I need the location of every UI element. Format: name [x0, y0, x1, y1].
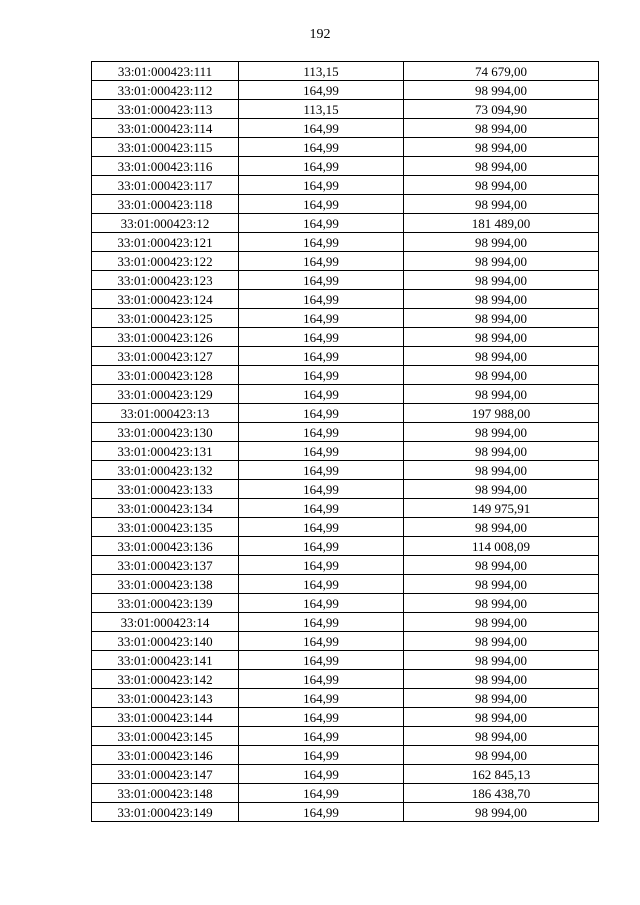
data-table — [91, 61, 599, 822]
value-cell: 98 994,00 — [404, 613, 599, 632]
value-cell: 98 994,00 — [404, 727, 599, 746]
value-cell: 98 994,00 — [404, 442, 599, 461]
value-cell: 98 994,00 — [404, 366, 599, 385]
cadastral-number-cell: 33:01:000423:123 — [92, 271, 239, 290]
cadastral-number-cell: 33:01:000423:14 — [92, 613, 239, 632]
cadastral-number-cell: 33:01:000423:141 — [92, 651, 239, 670]
cadastral-number-cell: 33:01:000423:128 — [92, 366, 239, 385]
table-row — [92, 803, 599, 822]
cadastral-number-cell: 33:01:000423:132 — [92, 461, 239, 480]
cadastral-number-cell: 33:01:000423:121 — [92, 233, 239, 252]
cadastral-number-cell: 33:01:000423:127 — [92, 347, 239, 366]
area-cell: 113,15 — [239, 62, 404, 81]
table-row — [92, 746, 599, 765]
area-cell: 164,99 — [239, 290, 404, 309]
cadastral-number-cell: 33:01:000423:111 — [92, 62, 239, 81]
area-cell: 164,99 — [239, 195, 404, 214]
table-body — [92, 62, 599, 822]
table-row — [92, 233, 599, 252]
cadastral-number-cell: 33:01:000423:130 — [92, 423, 239, 442]
cadastral-number-cell: 33:01:000423:136 — [92, 537, 239, 556]
cadastral-number-cell: 33:01:000423:134 — [92, 499, 239, 518]
table-row — [92, 442, 599, 461]
table-row — [92, 594, 599, 613]
area-cell: 164,99 — [239, 271, 404, 290]
area-cell: 164,99 — [239, 461, 404, 480]
value-cell: 98 994,00 — [404, 252, 599, 271]
cadastral-number-cell: 33:01:000423:133 — [92, 480, 239, 499]
value-cell: 98 994,00 — [404, 176, 599, 195]
area-cell: 164,99 — [239, 670, 404, 689]
cadastral-number-cell: 33:01:000423:148 — [92, 784, 239, 803]
value-cell: 98 994,00 — [404, 518, 599, 537]
value-cell: 181 489,00 — [404, 214, 599, 233]
area-cell: 164,99 — [239, 632, 404, 651]
value-cell: 98 994,00 — [404, 461, 599, 480]
table-row — [92, 138, 599, 157]
area-cell: 164,99 — [239, 651, 404, 670]
area-cell: 164,99 — [239, 803, 404, 822]
value-cell: 98 994,00 — [404, 746, 599, 765]
value-cell: 98 994,00 — [404, 651, 599, 670]
table-row — [92, 290, 599, 309]
cadastral-number-cell: 33:01:000423:124 — [92, 290, 239, 309]
area-cell: 164,99 — [239, 765, 404, 784]
value-cell: 98 994,00 — [404, 328, 599, 347]
table-row — [92, 480, 599, 499]
value-cell: 98 994,00 — [404, 708, 599, 727]
value-cell: 98 994,00 — [404, 689, 599, 708]
value-cell: 98 994,00 — [404, 594, 599, 613]
value-cell: 98 994,00 — [404, 119, 599, 138]
cadastral-number-cell: 33:01:000423:146 — [92, 746, 239, 765]
area-cell: 164,99 — [239, 252, 404, 271]
area-cell: 164,99 — [239, 328, 404, 347]
cadastral-number-cell: 33:01:000423:118 — [92, 195, 239, 214]
table-row — [92, 537, 599, 556]
value-cell: 98 994,00 — [404, 347, 599, 366]
table-row — [92, 195, 599, 214]
area-cell: 164,99 — [239, 613, 404, 632]
table-row — [92, 670, 599, 689]
value-cell: 98 994,00 — [404, 385, 599, 404]
area-cell: 164,99 — [239, 518, 404, 537]
area-cell: 164,99 — [239, 404, 404, 423]
area-cell: 164,99 — [239, 442, 404, 461]
table-row — [92, 366, 599, 385]
value-cell: 186 438,70 — [404, 784, 599, 803]
value-cell: 98 994,00 — [404, 157, 599, 176]
value-cell: 98 994,00 — [404, 233, 599, 252]
cadastral-number-cell: 33:01:000423:143 — [92, 689, 239, 708]
value-cell: 114 008,09 — [404, 537, 599, 556]
value-cell: 98 994,00 — [404, 81, 599, 100]
cadastral-number-cell: 33:01:000423:139 — [92, 594, 239, 613]
area-cell: 164,99 — [239, 746, 404, 765]
cadastral-number-cell: 33:01:000423:122 — [92, 252, 239, 271]
cadastral-number-cell: 33:01:000423:112 — [92, 81, 239, 100]
area-cell: 164,99 — [239, 157, 404, 176]
value-cell: 98 994,00 — [404, 290, 599, 309]
area-cell: 164,99 — [239, 594, 404, 613]
table-row — [92, 81, 599, 100]
value-cell: 98 994,00 — [404, 670, 599, 689]
value-cell: 98 994,00 — [404, 271, 599, 290]
table-row — [92, 518, 599, 537]
area-cell: 164,99 — [239, 537, 404, 556]
value-cell: 98 994,00 — [404, 803, 599, 822]
page-number: 192 — [309, 27, 331, 42]
area-cell: 164,99 — [239, 119, 404, 138]
value-cell: 98 994,00 — [404, 632, 599, 651]
value-cell: 98 994,00 — [404, 480, 599, 499]
cadastral-number-cell: 33:01:000423:13 — [92, 404, 239, 423]
cadastral-number-cell: 33:01:000423:117 — [92, 176, 239, 195]
cadastral-number-cell: 33:01:000423:147 — [92, 765, 239, 784]
value-cell: 98 994,00 — [404, 423, 599, 442]
area-cell: 164,99 — [239, 784, 404, 803]
cadastral-number-cell: 33:01:000423:135 — [92, 518, 239, 537]
area-cell: 164,99 — [239, 385, 404, 404]
value-cell: 98 994,00 — [404, 138, 599, 157]
cadastral-number-cell: 33:01:000423:144 — [92, 708, 239, 727]
area-cell: 164,99 — [239, 480, 404, 499]
table-row — [92, 62, 599, 81]
value-cell: 197 988,00 — [404, 404, 599, 423]
table-row — [92, 499, 599, 518]
cadastral-number-cell: 33:01:000423:142 — [92, 670, 239, 689]
table-row — [92, 328, 599, 347]
table-row — [92, 385, 599, 404]
area-cell: 164,99 — [239, 138, 404, 157]
cadastral-number-cell: 33:01:000423:131 — [92, 442, 239, 461]
area-cell: 164,99 — [239, 366, 404, 385]
area-cell: 164,99 — [239, 575, 404, 594]
value-cell: 98 994,00 — [404, 309, 599, 328]
table-row — [92, 689, 599, 708]
table-row — [92, 214, 599, 233]
area-cell: 164,99 — [239, 689, 404, 708]
area-cell: 113,15 — [239, 100, 404, 119]
cadastral-number-cell: 33:01:000423:137 — [92, 556, 239, 575]
area-cell: 164,99 — [239, 347, 404, 366]
table-row — [92, 100, 599, 119]
area-cell: 164,99 — [239, 708, 404, 727]
table-row — [92, 784, 599, 803]
area-cell: 164,99 — [239, 214, 404, 233]
table-row — [92, 271, 599, 290]
value-cell: 74 679,00 — [404, 62, 599, 81]
table-row — [92, 119, 599, 138]
area-cell: 164,99 — [239, 176, 404, 195]
area-cell: 164,99 — [239, 233, 404, 252]
area-cell: 164,99 — [239, 423, 404, 442]
table-row — [92, 252, 599, 271]
cadastral-number-cell: 33:01:000423:138 — [92, 575, 239, 594]
cadastral-number-cell: 33:01:000423:12 — [92, 214, 239, 233]
table-row — [92, 176, 599, 195]
table-row — [92, 613, 599, 632]
table-row — [92, 575, 599, 594]
value-cell: 98 994,00 — [404, 556, 599, 575]
cadastral-number-cell: 33:01:000423:113 — [92, 100, 239, 119]
table-row — [92, 727, 599, 746]
cadastral-number-cell: 33:01:000423:145 — [92, 727, 239, 746]
table-row — [92, 461, 599, 480]
cadastral-number-cell: 33:01:000423:116 — [92, 157, 239, 176]
table-row — [92, 157, 599, 176]
table-row — [92, 651, 599, 670]
table-row — [92, 347, 599, 366]
area-cell: 164,99 — [239, 499, 404, 518]
cadastral-number-cell: 33:01:000423:114 — [92, 119, 239, 138]
cadastral-number-cell: 33:01:000423:140 — [92, 632, 239, 651]
area-cell: 164,99 — [239, 309, 404, 328]
table-row — [92, 708, 599, 727]
cadastral-number-cell: 33:01:000423:126 — [92, 328, 239, 347]
table-row — [92, 423, 599, 442]
cadastral-number-cell: 33:01:000423:115 — [92, 138, 239, 157]
table-row — [92, 765, 599, 784]
table-row — [92, 556, 599, 575]
area-cell: 164,99 — [239, 556, 404, 575]
value-cell: 149 975,91 — [404, 499, 599, 518]
cadastral-number-cell: 33:01:000423:125 — [92, 309, 239, 328]
table-row — [92, 632, 599, 651]
value-cell: 98 994,00 — [404, 195, 599, 214]
value-cell: 98 994,00 — [404, 575, 599, 594]
value-cell: 162 845,13 — [404, 765, 599, 784]
cadastral-number-cell: 33:01:000423:149 — [92, 803, 239, 822]
value-cell: 73 094,90 — [404, 100, 599, 119]
area-cell: 164,99 — [239, 727, 404, 746]
area-cell: 164,99 — [239, 81, 404, 100]
table-row — [92, 404, 599, 423]
table-row — [92, 309, 599, 328]
cadastral-number-cell: 33:01:000423:129 — [92, 385, 239, 404]
